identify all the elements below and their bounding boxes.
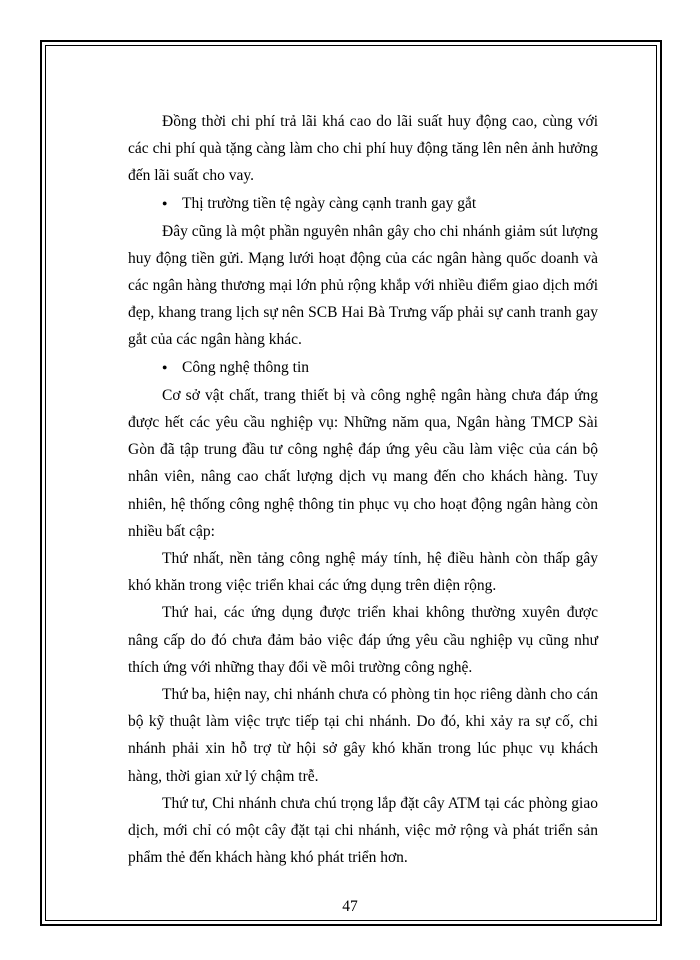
bullet-item	[128, 354, 598, 382]
body-text	[128, 108, 598, 871]
paragraph: Cơ sở vật chất, trang thiết bị và công nghệ ngân hàng chưa đáp ứng được hết các yêu cầu nghiệp vụ: Những năm qua, Ngân hàng TMCP Sài Gòn đã tập trung đầu tư công nghệ đáp ứng yêu cầu làm việc của cán bộ nhân viên, nâng cao chất lượng dịch vụ mang đến cho khách hàng. Tuy nhiên, hệ thống công nghệ thông tin phục vụ cho hoạt động ngân hàng còn nhiều bất cập:	[128, 386, 598, 540]
page-number: 47	[342, 898, 358, 915]
bullet-text: Thị trường tiền tệ ngày càng cạnh tranh gay gắt	[182, 194, 477, 212]
paragraph: Thứ tư, Chi nhánh chưa chú trọng lắp đặt cây ATM tại các phòng giao dịch, mới chỉ có một cây đặt tại chi nhánh, việc mở rộng và phát triển sản phẩm thẻ đến khách hàng khó phát triển hơn.	[128, 794, 598, 867]
bullet-item	[128, 190, 598, 218]
paragraph: Thứ ba, hiện nay, chi nhánh chưa có phòng tin học riêng dành cho cán bộ kỹ thuật làm việc trực tiếp tại chi nhánh. Do đó, khi xảy ra sự cố, chi nhánh phải xin hỗ trợ từ hội sở gây khó khăn trong lúc phục vụ khách hàng, thời gian xử lý chậm trễ.	[128, 685, 598, 785]
bullet-icon: ●	[162, 362, 168, 373]
paragraph: Thứ nhất, nền tảng công nghệ máy tính, hệ điều hành còn thấp gây khó khăn trong việc triển khai các ứng dụng trên diện rộng.	[128, 549, 598, 595]
bullet-icon: ●	[162, 198, 168, 209]
bullet-text: Công nghệ thông tin	[182, 358, 310, 376]
paragraph: Đây cũng là một phần nguyên nhân gây cho chi nhánh giảm sút lượng huy động tiền gửi. Mạng lưới hoạt động của các ngân hàng quốc doanh và các ngân hàng thương mại lớn phủ rộng khắp với nhiều điểm giao dịch mới đẹp, khang trang lịch sự nên SCB Hai Bà Trưng vấp phải sự canh tranh gay gắt của các ngân hàng khác.	[128, 222, 598, 349]
paragraph: Đồng thời chi phí trả lãi khá cao do lãi suất huy động cao, cùng với các chi phí quà tặng càng làm cho chi phí huy động tăng lên nên ảnh hưởng đến lãi suất cho vay.	[128, 113, 598, 185]
paragraph: Thứ hai, các ứng dụng được triển khai không thường xuyên được nâng cấp do đó chưa đảm bảo việc đáp ứng yêu cầu nghiệp vụ cũng như thích ứng với những thay đổi về môi trường công nghệ.	[128, 604, 598, 676]
